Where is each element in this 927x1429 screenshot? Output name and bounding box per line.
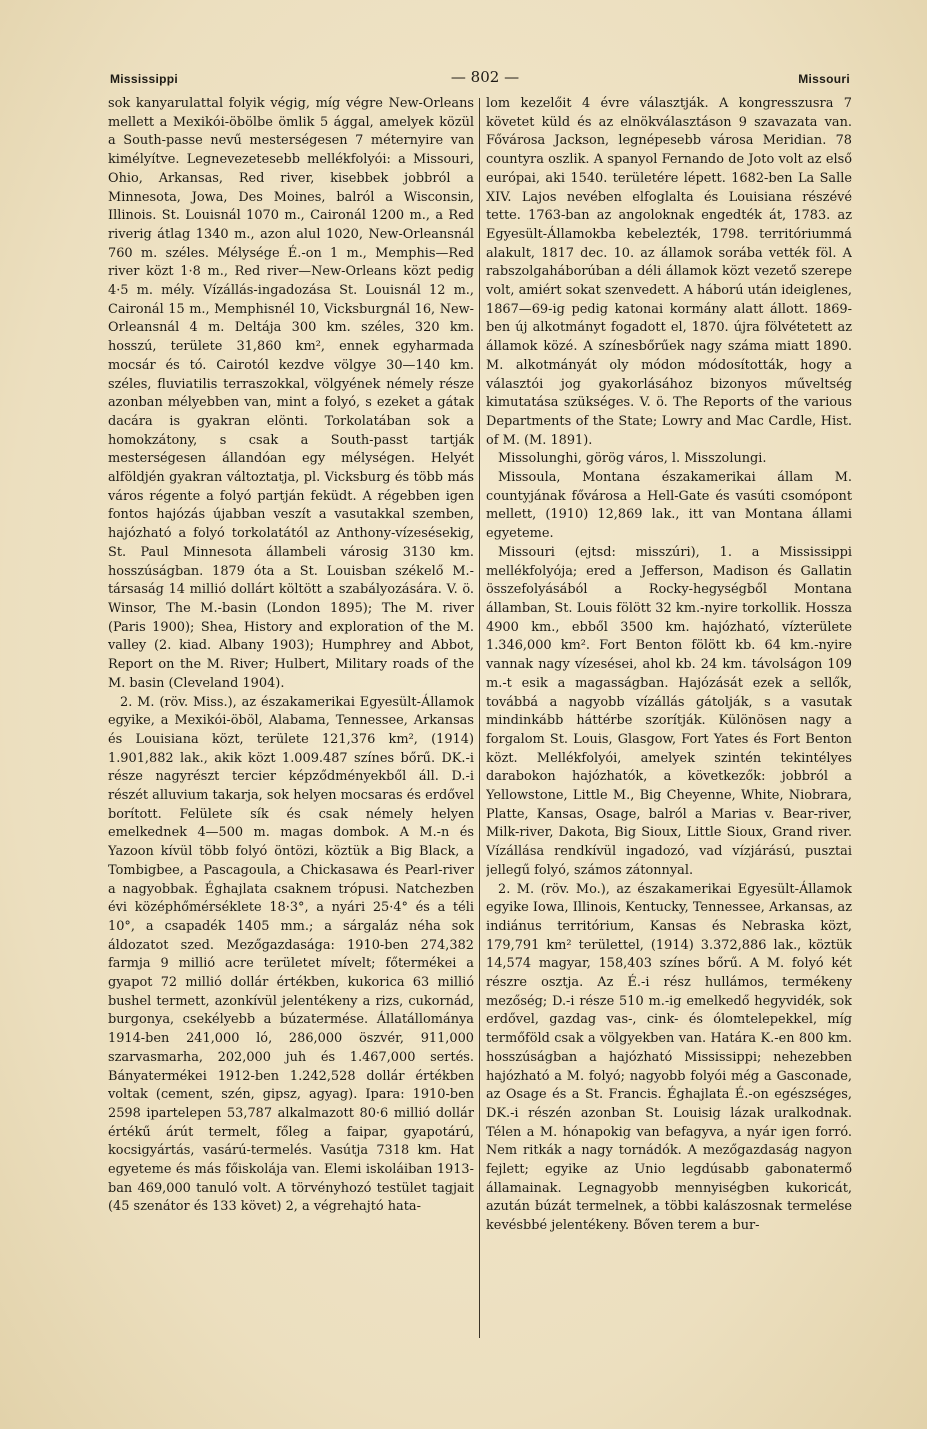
- paragraph: Missoula, Montana északamerikai állam M. countyjának fővárosa a Hell-Gate és vasúti csomópont mellett, (1910) 12,869 lak., itt van Montana állami egyeteme.: [486, 470, 852, 542]
- header-right-keyword: Missouri: [798, 72, 850, 86]
- paragraph: lom kezelőit 4 évre választják. A kongresszusra 7 követet küld és az elnökválasztáson 9 szavazata van. Fővárosa Jackson, legnépesebb városa Meridian. 78 countyra oszlik. A spanyol Fernando de Joto volt az első európai, aki 1540. területére lépett. 1682-ben La Salle XIV. Lajos nevében elfoglalta és Louisiana részévé tette. 1763-ban az angoloknak engedték át, 1783. az Egyesült-Államokba kebelezték, 1798. territóriummá alakult, 1817 dec. 10. az államok sorába vették föl. A rabszolgaháborúban a déli államok közt vezető szerepe volt, amiért sokat szenvedett. A háború után ideiglenes, 1867—69-ig pedig katonai kormány alatt állott. 1869-ben új alkotmányt fogadott el, 1870. újra fölvétetett az államok közé. A színesbőrűek nagy száma miatt 1890. M. alkotmányát oly módon módosították, hogy a választói jog gyakorlásához bizonyos műveltség kimutatása szükséges. V. ö. The Reports of the various Departments of the State; Lowry and Mac Cardle, Hist. of M. (M. 1891).: [486, 96, 852, 448]
- paragraph: Missouri (ejtsd: misszúri), 1. a Mississippi mellékfolyója; ered a Jefferson, Madison és Gallatin összefolyásából a Rocky-hegységből Montana államban, St. Louis fölött 32 km.-nyire torkollik. Hossza 4900 km., ebből 3500 km. hajózható, vízterülete 1.346,000 km². Fort Benton fölött kb. 64 km.-nyire vannak nagy vízesései, ahol kb. 24 km. távolságon 109 m.-t esik a magasságban. Hajózását ezek a sellők, továbbá a nagyobb vízállás gátolják, s a vasutak mindinkább háttérbe szorítják. Különösen nagy a forgalom St. Louis, Glasgow, Fort Yates és Fort Benton közt. Mellékfolyói, amelyek szintén tekintélyes darabokon hajózhatók, a következők: jobbról a Yellowstone, Little M., Big Cheyenne, White, Niobrara, Platte, Kansas, Osage, balról a Marias v. Bear-river, Milk-river, Dakota, Big Sioux, Little Sioux, Grand river. Vízállása rendkívül ingadozó, vad vízjárású, pusztai jellegű folyó, számos zátonnyal.: [486, 544, 852, 878]
- paragraph: Missolunghi, görög város, l. Misszolungi.: [498, 451, 767, 467]
- paragraph: 2. M. (röv. Mo.), az északamerikai Egyesült-Államok egyike Iowa, Illinois, Kentucky, Tennessee, Arkansas, az indiánus territórium, Kansas és Nebraska közt, 179,791 km² területtel, (1914) 3.372,886 lak., köztük 14,574 magyar, 158,403 színes bőrű. A M. folyó két részre osztja. Az É.-i rész hullámos, termékeny mezőség; D.-i része 510 m.-ig emelkedő hegyvidék, sok erdővel, gazdag vas-, cink- és ólomtelepekkel, míg termőföld csak a völgyekben van. Határa K.-en 800 km. hosszúságban a hajózható Mississippi; nehezebben hajózható a M. folyó; nagyobb folyói még a Gasconade, az Osage és a St. Francis. Éghajlata É.-on egészséges, DK.-i részén azonban St. Louisig lázak uralkodnak. Télen a M. hónapokig van befagyva, a nyár igen forró. Nem ritkák a nagy tornádók. A mezőgazdaság nagyon fejlett; egyike az Unio legdúsabb gabonatermő államainak. Legnagyobb mennyiségben kukoricát, azután búzát termelnek, a többi kalászosnak termelése kevésbbé jelentékeny. Bőven terem a bur-: [486, 881, 852, 1234]
- running-header: [110, 68, 850, 90]
- right-column: [486, 95, 852, 1335]
- page-number: — 802 —: [450, 68, 520, 86]
- column-divider: [479, 98, 480, 1338]
- paragraph: 2. M. (röv. Miss.), az északamerikai Egyesült-Államok egyike, a Mexikói-öböl, Alabama, Tennessee, Arkansas és Louisiana közt, területe 121,376 km², (1914) 1.901,882 lak., akik közt 1.009.487 színes bőrű. DK.-i része nagyrészt tercier képződményekből áll. D.-i részét alluvium takarja, sok helyen mocsaras és erdővel borított. Felülete sík és csak némely helyen emelkednek 4—500 m. magas dombok. A M.-n és Yazoon kívül több folyó öntözi, köztük a Big Black, a Tombigbee, a Pascagoula, a Chickasawa és Pearl-river a nagyobbak. Éghajlata csaknem trópusi. Natchezben évi középhőmérséklete 18·3°, a nyári 25·4° és a téli 10°, a csapadék 1405 mm.; a sárgaláz néha sok áldozatot szed. Mezőgazdasága: 1910-ben 274,382 farmja 9 millió acre területet mívelt; főtermékei a gyapot 72 millió dollár értékben, kukorica 63 millió bushel termett, azonkívül jelentékeny a rizs, cukornád, burgonya, csekélyebb a búzatermése. Állatállománya 1914-ben 241,000 ló, 286,000 öszvér, 911,000 szarvasmarha, 202,000 juh és 1.467,000 sertés. Bányatermékei 1912-ben 1.242,528 dollár értékben voltak (cement, szén, gipsz, agyag). Ipara: 1910-ben 2598 ipartelepen 53,787 alkalmazott 80·6 millió dollár értékű árút termelt, főleg a faipar, gyapotárú, kocsigyártás, vasárú-termelés. Vasútja 7318 km. Hat egyeteme és más főiskolája van. Elemi iskoláiban 1913-ban 469,000 tanuló volt. A törvényhozó testület tagjait (45 szenátor és 133 követ) 2, a végrehajtó hata-: [108, 694, 474, 1215]
- paragraph: sok kanyarulattal folyik végig, míg végre New-Orleans mellett a Mexikói-öbölbe ömlik 5 ággal, amelyek közül a South-passe nevű mesterségesen 7 méternyire van kimélyítve. Legnevezetesebb mellékfolyói: a Missouri, Ohio, Arkansas, Red river, kisebbek jobbról a Minnesota, Jowa, Des Moines, balról a Wisconsin, Illinois. St. Louisnál 1070 m., Caironál 1200 m., a Red riverig átlag 1340 m., azon alul 1020, New-Orleansnál 760 m. széles. Mélysége É.-on 1 m., Memphis—Red river közt 1·8 m., Red river—New-Orleans közt pedig 4·5 m. mély. Vízállás-ingadozása St. Louisnál 12 m., Caironál 15 m., Memphisnél 10, Vicksburgnál 16, New-Orleansnál 4 m. Deltája 300 km. széles, 320 km. hosszú, területe 31,860 km², ennek egyharmada mocsár és tó. Cairotól kezdve völgye 30—140 km. széles, fluviatilis terraszokkal, völgyének némely része azonban mélyebben van, mint a folyó, s ezeket a gátak dacára is gyakran elönti. Torkolatában sok a homokzátony, s csak a South-passt tartják mesterségesen állandóan egy mélységen. Helyét alföldjén gyakran változtatja, pl. Vicksburg és több más város régente a folyó partján feküdt. A régebben igen fontos hajózás újabban veszít a vasutakkal szemben, hajózható a folyó torkolatától az Anthony-vízesésekig, St. Paul Minnesota állambeli városig 3130 km. hosszúságban. 1879 óta a St. Louisban székelő M.-társaság 14 millió dollárt költött a szabályozására. V. ö. Winsor, The M.-basin (London 1895); The M. river (Paris 1900); Shea, History and exploration of the M. valley (2. kiad. Albany 1903); Humphrey and Abbot, Report on the M. River; Hulbert, Military roads of the M. basin (Cleveland 1904).: [108, 96, 474, 691]
- left-column: [108, 95, 474, 1335]
- header-left-keyword: Mississippi: [110, 72, 178, 86]
